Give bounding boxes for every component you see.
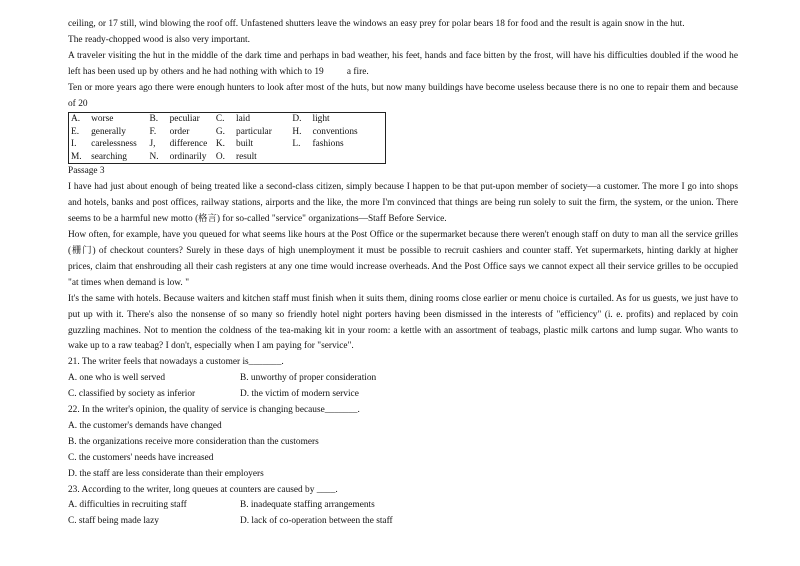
option-d[interactable]: D. the victim of modern service — [240, 389, 359, 400]
word-option: peculiar — [169, 114, 200, 125]
passage3-paragraph-3: It's the same with hotels. Because waiters and kitchen staff must finish when it suits them, dining rooms close earlier or menu choice is curtailed. As for us guests, we just have to put up with it. There's also the nonsense of so many so friendly hotel night porters having been dismissed in the interests of "efficiency" (i. e. profits) and replaced by coin guzzling machines. Not to mention the coldness of the tea-making kit in your room: a kettle with an assortment of teabags, plastic milk cartons and lump sugar. Who wants to wake up to a raw teabag? I don't, especially when I am paying for "service". — [68, 293, 738, 352]
word-option: generally — [91, 126, 126, 137]
option-b[interactable]: B. unworthy of proper consideration — [240, 373, 377, 384]
question-21 — [68, 355, 738, 403]
word-option: searching — [91, 151, 127, 162]
passage2-p1-line2: The ready-chopped wood is also very important. — [68, 34, 250, 45]
document-page — [68, 17, 738, 530]
question-stem: 22. In the writer's opinion, the quality of service is changing because_______. — [68, 405, 360, 416]
word-bank-row — [69, 113, 386, 126]
passage2-p3-text: Ten or more years ago there were enough hunters to look after most of the huts, but now many buildings have become useless because there is no one to repair them and because of — [68, 82, 738, 109]
option-row — [68, 387, 738, 403]
word-option: built — [236, 139, 254, 150]
passage2-paragraph-2 — [68, 49, 738, 81]
passage2-p1-line1: ceiling, or 17 still, wind blowing the roof off. Unfastened shutters leave the windows an easy prey for polar bears 18 for food and the result is again snow in the hut. — [68, 19, 685, 29]
word-bank-box — [68, 112, 386, 164]
option-row — [68, 371, 738, 387]
word-option-letter: C. — [215, 114, 225, 125]
word-bank-row — [69, 126, 386, 139]
passage2-paragraph-3 — [68, 81, 738, 113]
word-option: conventions — [312, 126, 358, 137]
option-c[interactable]: C. classified by society as inferior — [68, 389, 196, 400]
word-option: ordinarily — [169, 151, 207, 162]
word-option-letter: M. — [71, 151, 82, 162]
question-22 — [68, 403, 738, 483]
blank-19: 19 — [314, 66, 324, 77]
option-c[interactable]: C. staff being made lazy — [68, 516, 159, 527]
word-option: worse — [91, 114, 114, 125]
word-option-letter — [290, 151, 310, 164]
option-a[interactable]: A. one who is well served — [68, 373, 166, 384]
option-d[interactable]: D. lack of co-operation between the staff — [240, 516, 393, 527]
word-option-letter: E. — [71, 126, 80, 137]
passage2-p2-text-a: A traveler visiting the hut in the middle of the dark time and perhaps in bad weather, his feet, hands and face bitten by the frost, will have his difficulties doubled if the wood he left has been used up by others and he had nothing with which to — [68, 50, 738, 77]
question-stem: 21. The writer feels that nowadays a customer is_______. — [68, 357, 284, 368]
option-b[interactable]: B. inadequate staffing arrangements — [240, 500, 375, 511]
word-option: order — [169, 126, 190, 137]
passage2-paragraph-1 — [68, 17, 738, 49]
word-option-letter: D. — [292, 114, 302, 125]
passage3-paragraph-2: How often, for example, have you queued for what seems like hours at the Post Office or the supermarket because there weren't enough staff on duty to man all the service grilles (栅门) of checkout counters? Surely in these days of high unemployment it must be possible to recruit cashiers and counter staff. Yet supermarkets, hinting darkly at higher prices, claim that enshrouding all their cash registers at any one time would increase overheads. And the Post Office says we cannot expect all their service grilles to be occupied "at times when demand is low. " — [68, 230, 738, 288]
passage3-paragraph-1: I have had just about enough of being treated like a second-class citizen, simply because I happen to be that put-upon member of society—a customer. The more I go into shops and hotels, banks and post offices, railway stations, airports and the like, the more I'm convinced that things are being run solely to suit the firm, the system, or the union. There seems to be a harmful new motto (格言) for so-called "service" organizations—Staff Before Service. — [68, 182, 738, 225]
question-23 — [68, 483, 738, 531]
word-option-letter: K. — [215, 139, 225, 150]
word-option-letter: N. — [149, 151, 159, 162]
option-d[interactable]: D. the staff are less considerate than their employers — [68, 468, 264, 479]
passage-title: Passage 3 — [68, 166, 105, 177]
word-option: result — [236, 151, 257, 162]
word-option-letter: I. — [71, 139, 77, 150]
word-option: carelessness — [91, 139, 137, 150]
option-c[interactable]: C. the customers' needs have increased — [68, 452, 214, 463]
word-option-letter: H. — [292, 126, 302, 137]
word-option-letter: F. — [149, 126, 157, 137]
word-option: fashions — [312, 139, 344, 150]
word-option-letter: B. — [149, 114, 159, 125]
word-option: particular — [236, 126, 272, 137]
option-row — [68, 514, 738, 530]
option-a[interactable]: A. difficulties in recruiting staff — [68, 500, 187, 511]
word-bank-row — [69, 151, 386, 164]
word-option: laid — [236, 114, 251, 125]
option-a[interactable]: A. the customer's demands have changed — [68, 420, 222, 431]
word-option-letter: G. — [215, 126, 225, 137]
passage3-body — [68, 180, 738, 355]
passage2-p2-text-b: a fire. — [346, 66, 369, 77]
question-stem: 23. According to the writer, long queues at counters are caused by ____. — [68, 484, 338, 495]
word-option-letter: J, — [149, 139, 156, 150]
option-b[interactable]: B. the organizations receive more consideration than the customers — [68, 436, 319, 447]
blank-20: 20 — [78, 98, 88, 109]
word-option-letter: O. — [215, 151, 225, 162]
word-option — [310, 151, 385, 164]
word-option-letter: A. — [71, 114, 81, 125]
word-option-letter: L. — [292, 139, 301, 150]
word-bank-row — [69, 138, 386, 151]
word-option: light — [312, 114, 330, 125]
option-row — [68, 498, 738, 514]
word-option: difference — [169, 139, 208, 150]
